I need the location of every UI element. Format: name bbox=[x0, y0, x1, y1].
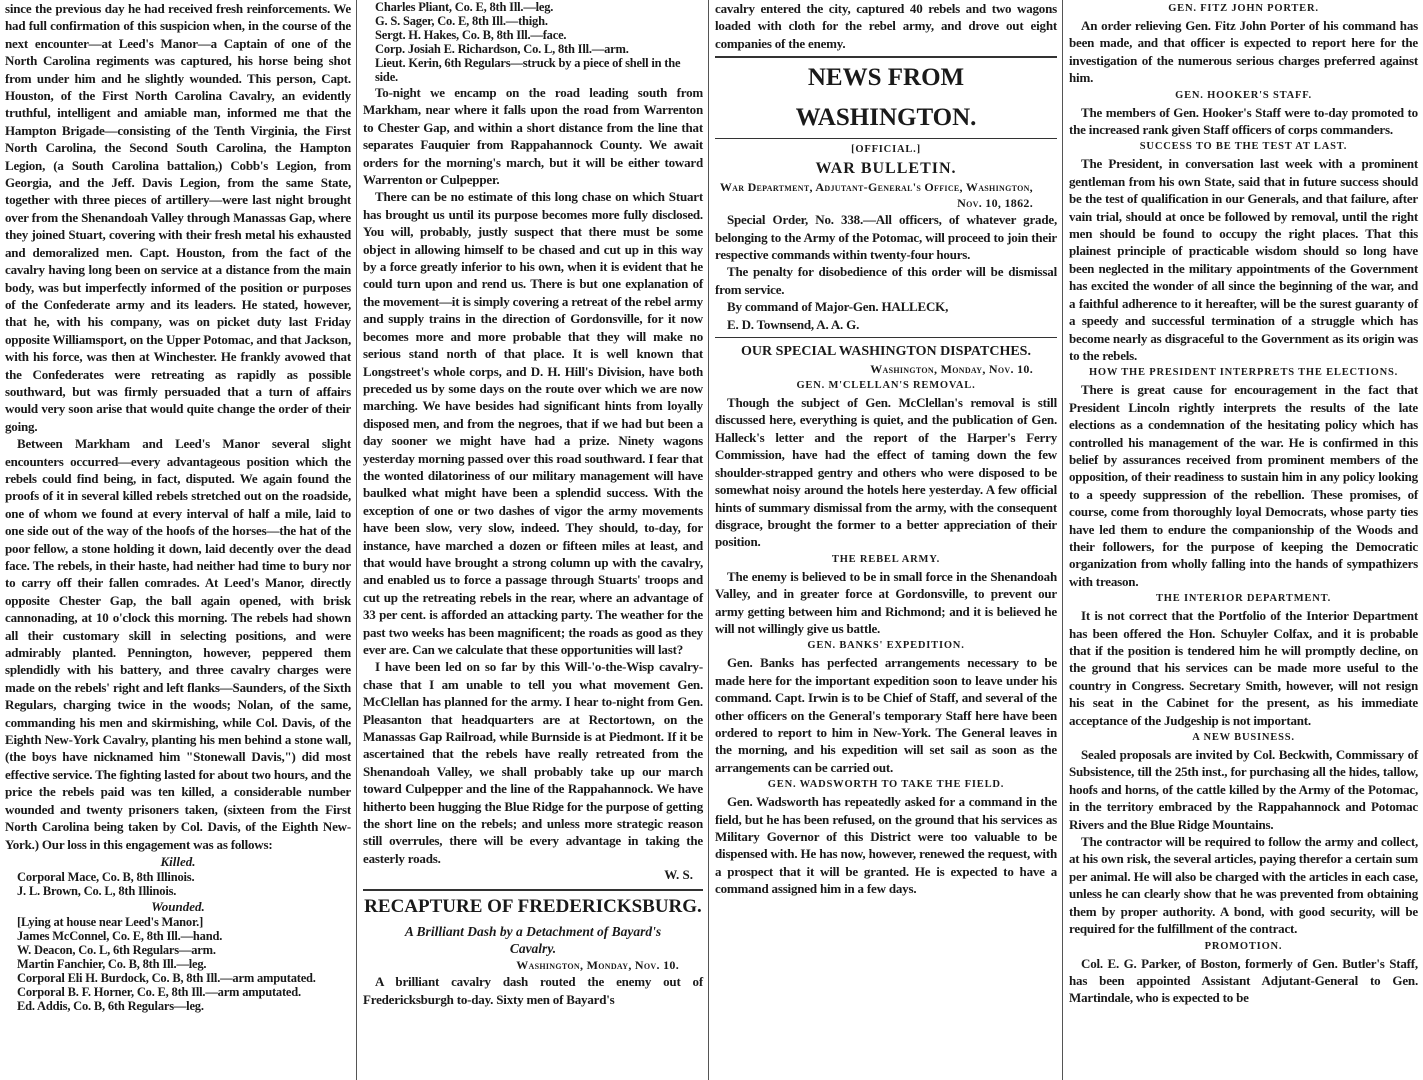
section-heading: SUCCESS TO BE THE TEST AT LAST. bbox=[1139, 141, 1348, 153]
list-entry: Martin Fanchier, Co. B, 8th Ill.—leg. bbox=[17, 956, 207, 971]
paragraph: Gen. Wadsworth has repeatedly asked for a command in the field, but he has been refused, on the ground that his services as Military Governor of this District were too valuable to be dispensed with. He has now, however, renewed the request, with a prospect that it will be granted. He is expected to have a command assigned him in a few days. bbox=[715, 794, 1057, 897]
list-entry: Charles Pliant, Co. E, 8th Ill.—leg. bbox=[375, 0, 554, 14]
section-headline: OUR SPECIAL WASHINGTON DISPATCHES. bbox=[715, 337, 1057, 361]
paragraph: since the previous day he had received fresh reinforcements. We had full confirmation of this suspicion when, in the course of the next encounter—at Leed's Manor—a Captain of one of the North Carolina regiments was captured, his horse being shot from under him and he slightly wounded. This person, Capt. Houston, of the First North Carolina Cavalry, an evidently truthful, intelligent and amiable man, informed me that the Hampton Brigade—consisting of the Tenth Virginia, the First North Carolina, the Second South Carolina, the Hampton Legion, (a South Carolina battalion,) Cobb's Legion, from Georgia, and the Jeff. Davis Legion, from the same State, together with three pieces of artillery—were last night brought over from the Shenandoah Valley through Manassas Gap, where they joined Stuart, covering with their fresh metal his exhausted and demoralized men. Capt. Houston, from the fact of the cavalry having long been on service at a distance from the main body, was but imperfectly informed of the position or purposes of the Confederate army and its leaders. He stated, however, that he, with his company, was on picket duty last Friday opposite Williamsport, on the Upper Potomac, and that Jackson, with his force, was then at Winchester. He frankly avowed that the Confederates were retreating as rapidly as possible southward, but was firmly persuaded that a turn of affairs would very soon arise that would quite change the order of their going. bbox=[5, 1, 351, 434]
newspaper-column-4 bbox=[1064, 0, 1423, 1007]
section-heading: PROMOTION. bbox=[1204, 940, 1283, 952]
paragraph: Though the subject of Gen. McClellan's removal is still discussed here, everything is quiet, and the publication of Gen. Halleck's letter and the report of the Harper's Ferry Commission, have had the effect of taming down the few shoulder-strapped gentry and others who were disposed to be somewhat noisy around the hotels here yesterday. A few official hints of summary dismissal from the army, with the consequent disgrace, brought the former to a better appreciation of their position. bbox=[715, 395, 1057, 550]
paragraph: E. D. Townsend, A. A. G. bbox=[727, 316, 860, 332]
paragraph: To-night we encamp on the road leading south from Markham, near where it falls upon the road from Warrenton to Chester Gap, and within a short distance from the line that separates Fauquier from Rappahannock County. We await orders for the morning's march, but it will be either toward Warrenton or Culpepper. bbox=[363, 85, 703, 188]
paragraph: The members of Gen. Hooker's Staff were to-day promoted to the increased rank given Staff officers of corps commanders. bbox=[1069, 104, 1418, 138]
list-entry: Sergt. H. Hakes, Co. B, 8th Ill.—face. bbox=[375, 28, 567, 42]
list-entry: Corporal B. F. Horner, Co. E, 8th Ill.—arm amputated. bbox=[17, 984, 301, 999]
headline: NEWS FROM WASHINGTON. bbox=[715, 56, 1057, 139]
paragraph: There can be no estimate of this long chase on which Stuart has brought us until its purpose becomes more fully disclosed. You will, probably, justly suspect that there must be some object in allowing himself to be chased and cut up in this way by a force greatly inferior to his own, when it is evident that he could turn upon and rend us. There is but one explanation of the movement—it is simply covering a retreat of the rebel army and supply trains in the direction of Gordonsville, for it now becomes more and more probable that they will make no serious stand north of that place. It is well known that Longstreet's whole corps, and D. H. Hill's Division, have both preceded us by some days on the route over which we are now marching. We have besides had significant hints from loyally disposed men, and from the negroes, that if we had but been a day sooner we might have had a prize. Ninety wagons yesterday morning passed over this road southward. I fear that the wonted dilatoriness of our military management will have baulked what might have been a splendid success. With the exception of one or two dashes of vigor the army movements have been slow, very slow, indeed. They should, to-day, for instance, have marched a dozen or fifteen miles at least, and that would have brought a strong column up with the cavalry, and enabled us to force a passage through Stuarts' troops and cut up the retreating rebels in the rear, where an advantage of 33 per cent. is afforded an attacking party. The weather for the past two weeks has been magnificent; the roads as good as they ever are. Can we calculate that these opportunities will last? bbox=[363, 189, 703, 657]
list-entry: [Lying at house near Leed's Manor.] bbox=[17, 914, 204, 929]
paragraph: Col. E. G. Parker, of Boston, formerly of Gen. Butler's Staff, has been appointed Assistant Adjutant-General to Gen. Martindale, who is expected to be bbox=[1069, 955, 1418, 1006]
subheading: Wounded. bbox=[151, 898, 205, 914]
deck-subtitle: A Brilliant Dash by a Detachment of Bayard's Cavalry. bbox=[404, 924, 662, 957]
paragraph: Sealed proposals are invited by Col. Beckwith, Commissary of Subsistence, till the 25th inst., for purchasing all the hides, tallow, hoofs and horns, of the cattle killed by the Army of the Potomac, in the territory embraced by the Rappahannock and Potomac Rivers and the Blue Ridge Mountains. bbox=[1069, 747, 1418, 832]
list-entry: Corporal Mace, Co. B, 8th Illinois. bbox=[17, 869, 195, 884]
section-heading: GEN. HOOKER'S STAFF. bbox=[1175, 89, 1312, 101]
dateline: War Department, Adjutant-General's Office, Washington, Nov. 10, 1862. bbox=[719, 180, 1033, 211]
headline: RECAPTURE OF FREDERICKSBURG. bbox=[363, 889, 703, 923]
section-heading: HOW THE PRESIDENT INTERPRETS THE ELECTIONS. bbox=[1088, 367, 1399, 379]
column-rule bbox=[708, 0, 709, 1080]
dateline: Washington, Monday, Nov. 10. bbox=[516, 958, 679, 973]
paragraph: An order relieving Gen. Fitz John Porter of his command has been made, and that officer is expected to report here for the investigation of the numerous serious charges preferred against him. bbox=[1069, 18, 1418, 86]
column-rule bbox=[356, 0, 357, 1080]
newspaper-column-1 bbox=[0, 0, 356, 1013]
section-heading: GEN. WADSWORTH TO TAKE THE FIELD. bbox=[767, 779, 1005, 791]
list-entry: Corporal Eli H. Burdock, Co. B, 8th Ill.—arm amputated. bbox=[17, 970, 316, 985]
list-entry: Lieut. Kerin, 6th Regulars—struck by a piece of shell in the side. bbox=[375, 56, 681, 84]
list-entry: Corp. Josiah E. Richardson, Co. L, 8th Ill.—arm. bbox=[375, 42, 629, 56]
list-entry: J. L. Brown, Co. L, 8th Illinois. bbox=[17, 883, 177, 898]
paragraph: The President, in conversation last week with a prominent gentleman from his own State, said that in future success should be the test of qualification in our Generals, and that failure, after vain trial, should at once be followed by removal, until the right men should be found to occupy the right places. That this plainest principle of practicable wisdom should so long have been neglected in the military appointments of the Government has excited the wonder of all since the beginning of the war, and a faithful adherence to it hereafter, will be the surest guaranty of a speedy and successful termination of a struggle which has become nearly as disgraceful to the Government as its origin was to the rebels. bbox=[1069, 156, 1418, 363]
list-entry: James McConnel, Co. E, 8th Ill.—hand. bbox=[17, 928, 223, 943]
paragraph: The penalty for disobedience of this order will be dismissal from service. bbox=[715, 264, 1057, 297]
dateline: Washington, Monday, Nov. 10. bbox=[870, 362, 1033, 377]
paragraph: cavalry entered the city, captured 40 rebels and two wagons loaded with cloth for the rebel army, and drove out eight companies of the enemy. bbox=[715, 1, 1057, 51]
paragraph: I have been led on so far by this Will-'o-the-Wisp cavalry-chase that I am unable to tell you what movement Gen. McClellan has planned for the army. I hear to-night from Gen. Pleasanton that headquarters are at Rectortown, on the Manassas Gap Railroad, while Burnside is at Piedmont. If it be ascertained that the rebels have really retreated from the Shenandoah Valley, we shall probably take up our march toward Culpepper and the line of the Rappahannock. We have hitherto been hugging the Blue Ridge for the purpose of getting the short line on the rebels; and unless more strategic reason still overrules, there will be every advantage in taking the easterly roads. bbox=[363, 659, 703, 866]
paragraph: The contractor will be required to follow the army and collect, at his own risk, the several articles, paying therefor a certain sum per animal. He will also be charged with the articles in each case, unless he can clearly show that he was prevented from obtaining them by proper authority. A bond, with good security, will be required for the fulfillment of the contract. bbox=[1069, 834, 1418, 937]
section-heading: A NEW BUSINESS. bbox=[1192, 732, 1295, 744]
section-heading: GEN. FITZ JOHN PORTER. bbox=[1168, 3, 1319, 14]
subheading: Killed. bbox=[160, 853, 196, 869]
newspaper-column-2 bbox=[358, 0, 708, 1008]
section-heading: THE REBEL ARMY. bbox=[831, 553, 941, 565]
paragraph: By command of Major-Gen. HALLECK, bbox=[727, 299, 949, 315]
section-heading: [OFFICIAL.] bbox=[851, 144, 921, 156]
list-entry: G. S. Sager, Co. E, 8th Ill.—thigh. bbox=[375, 14, 548, 28]
paragraph: It is not correct that the Portfolio of the Interior Department has been offered the Hon. Schuyler Colfax, and it is probable that if the position is tendered him he will promptly decline, on the ground that his services can be made more useful to the country in Congress. Secretary Smith, however, will not resign his seat in the Cabinet for the present, as his immediate acceptance of the Judgeship is not important. bbox=[1069, 608, 1418, 728]
list-entry: Ed. Addis, Co. B, 6th Regulars—leg. bbox=[17, 998, 204, 1013]
paragraph: Between Markham and Leed's Manor several slight encounters occurred—every advantageous position which the rebels could find being, in fact, disputed. We again found the proofs of it in several killed rebels stretched out on the roadside, one of whom we found at every interval of half a mile, laid to one side out of the way of the hoofs of the horses—the hat of the poor fellow, a stone holding it down, laid decently over the dead face. The rebels, in their haste, had neither had time to bury nor to carry off their fallen comrades. At Leed's Manor, directly opposite Chester Gap, the ball again opened, with brisk cannonading, at 10 o'clock this morning. The rebels had shown all their customary skill in selecting positions, and were admirably planted. Pennington, however, peppered them splendidly with his battery, and three cavalry charges were made on the rebels' right and left flanks—Saunders, of the Sixth Regulars, charging twice in the woods; Nolan, of the same, commanding his men and skirmishing, while Col. Davis, of the Eighth New-York Cavalry, planting his men behind a stone wall, (the boys have nicknamed him "Stonewall Davis,") did most effective service. The fighting lasted for about two hours, and the price the rebels paid was ten killed, a considerable number wounded and twenty prisoners taken, (sixteen from the First North Carolina being taken by Col. Davis, of the Eighth New-York.) Our loss in this engagement was as follows: bbox=[5, 436, 351, 852]
paragraph: Special Order, No. 338.—All officers, of whatever grade, belonging to the Army of the Potomac, will proceed to join their respective commands within twenty-four hours. bbox=[715, 212, 1057, 263]
list-entry: W. Deacon, Co. L, 6th Regulars—arm. bbox=[17, 942, 216, 957]
paragraph: A brilliant cavalry dash routed the enemy out of Fredericksburgh to-day. Sixty men of Bayard's bbox=[363, 974, 703, 1007]
signature: W. S. bbox=[664, 867, 693, 883]
section-heading: GEN. M'CLELLAN'S REMOVAL. bbox=[796, 380, 976, 392]
paragraph: There is great cause for encouragement in the fact that President Lincoln rightly interprets the results of the late elections as a condemnation of the hesitating policy which has controlled his management of the war. He is confirmed in this belief by assurances received from prominent members of the opposition, of their readiness to sustain him in any policy looking to a speedy suppression of the rebellion. These promises, of course, come from thoroughly loyal Democrats, whose party ties have led them to endure the companionship of the Woods and their followers, for the purpose of keeping the Democratic organization from wholly falling into the hands of sympathizers with treason. bbox=[1069, 382, 1418, 589]
paragraph: Gen. Banks has perfected arrangements necessary to be made here for the important expedition soon to leave under his command. Capt. Irwin is to be Chief of Staff, and several of the other officers on the General's temporary Staff here have been ordered to report to him in New-York. The General leaves in the morning, and his expedition will set sail as soon as the arrangements can be carried out. bbox=[715, 655, 1057, 775]
section-heading: GEN. BANKS' EXPEDITION. bbox=[807, 640, 965, 652]
paragraph: The enemy is believed to be in small force in the Shenandoah Valley, and in greater force at Gordonsville, to prevent our army getting between him and Richmond; and it is believed he will not willingly give us battle. bbox=[715, 568, 1057, 636]
headline-secondary: WAR BULLETIN. bbox=[815, 160, 957, 178]
newspaper-column-3 bbox=[710, 0, 1062, 898]
section-heading: THE INTERIOR DEPARTMENT. bbox=[1155, 593, 1332, 605]
column-rule bbox=[1062, 0, 1063, 1080]
